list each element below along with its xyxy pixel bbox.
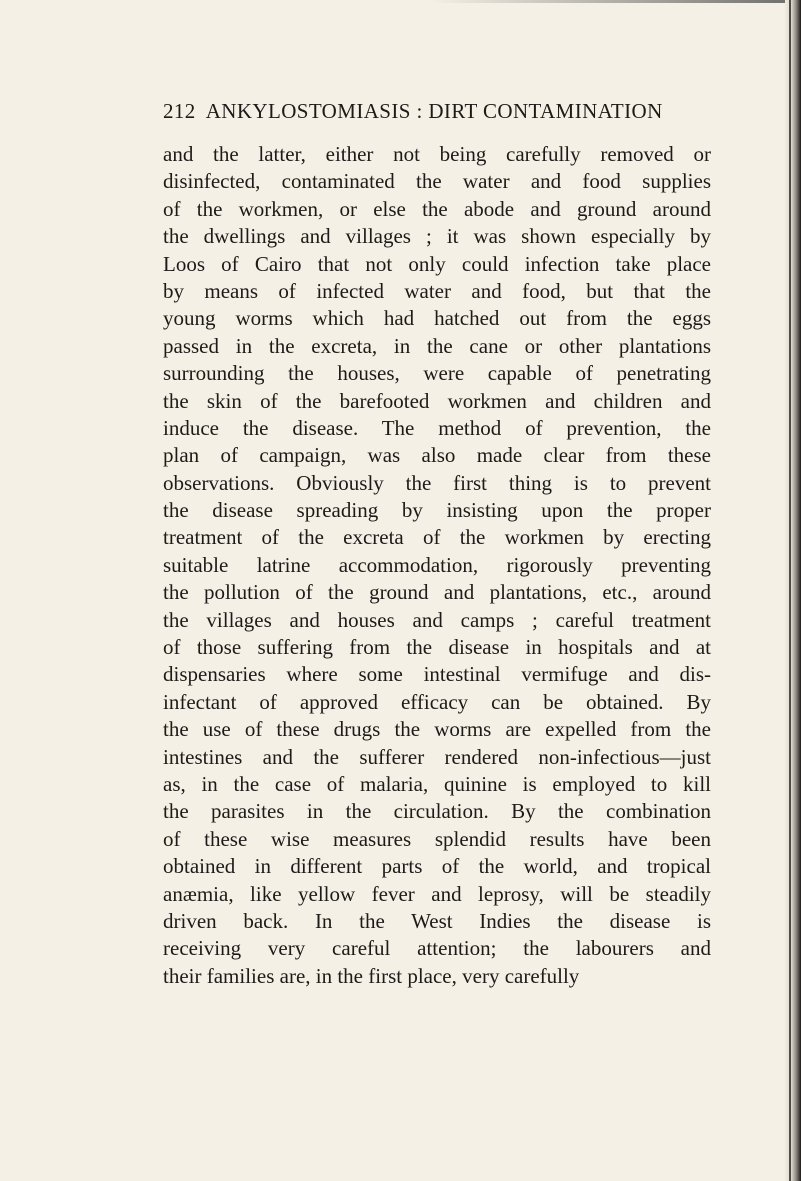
page-top-shadow	[430, 0, 801, 3]
text-line: the villages and houses and camps ; careful treatment	[163, 607, 711, 632]
text-line: the dwellings and villages ; it was shown especially by	[163, 224, 711, 249]
text-line: by means of infected water and food, but that the	[163, 278, 711, 303]
text-line: plan of campaign, was also made clear from these	[163, 443, 711, 468]
text-line: treatment of the excreta of the workmen by erecting	[163, 525, 711, 550]
text-line: surrounding the houses, were capable of penetrating	[163, 361, 711, 386]
text-line: receiving very careful attention; the labourers and	[163, 936, 711, 961]
text-line: the use of these drugs the worms are expelled from the	[163, 717, 711, 742]
running-header	[163, 99, 663, 124]
text-line: their families are, in the first place, very carefully	[163, 963, 580, 988]
body-paragraph	[163, 141, 711, 990]
text-line: intestines and the sufferer rendered non-infectious—just	[163, 744, 711, 769]
text-line: Loos of Cairo that not only could infection take place	[163, 251, 711, 276]
text-line: and the latter, either not being carefully removed or	[163, 142, 711, 166]
text-line: of the workmen, or else the abode and ground around	[163, 196, 711, 221]
text-line: infectant of approved efficacy can be obtained. By	[163, 689, 711, 714]
text-line: of these wise measures splendid results have been	[163, 826, 711, 851]
text-line: dispensaries where some intestinal vermifuge and dis-	[163, 662, 711, 687]
text-line: the skin of the barefooted workmen and children and	[163, 388, 711, 413]
text-line: disinfected, contaminated the water and food supplies	[163, 169, 711, 194]
text-line: the pollution of the ground and plantations, etc., around	[163, 580, 711, 605]
running-title: ANKYLOSTOMIASIS : DIRT CONTAMINATION	[205, 99, 663, 123]
text-line: driven back. In the West Indies the disease is	[163, 908, 711, 933]
text-line: anæmia, like yellow fever and leprosy, will be steadily	[163, 881, 711, 906]
text-line: as, in the case of malaria, quinine is employed to kill	[163, 771, 711, 796]
page-number: 212	[163, 99, 196, 123]
text-line: passed in the excreta, in the cane or other plantations	[163, 333, 711, 358]
page-edge-line	[789, 0, 791, 1181]
text-line: suitable latrine accommodation, rigorously preventing	[163, 552, 711, 577]
text-line: observations. Obviously the first thing is to prevent	[163, 470, 711, 495]
text-line: of those suffering from the disease in hospitals and at	[163, 635, 711, 660]
text-line: the disease spreading by insisting upon the proper	[163, 498, 711, 523]
text-line: obtained in different parts of the world, and tropical	[163, 854, 711, 879]
text-line: the parasites in the circulation. By the combination	[163, 799, 711, 824]
page-binding-edge	[785, 0, 801, 1181]
text-line: young worms which had hatched out from the eggs	[163, 306, 711, 331]
text-line: induce the disease. The method of prevention, the	[163, 415, 711, 440]
